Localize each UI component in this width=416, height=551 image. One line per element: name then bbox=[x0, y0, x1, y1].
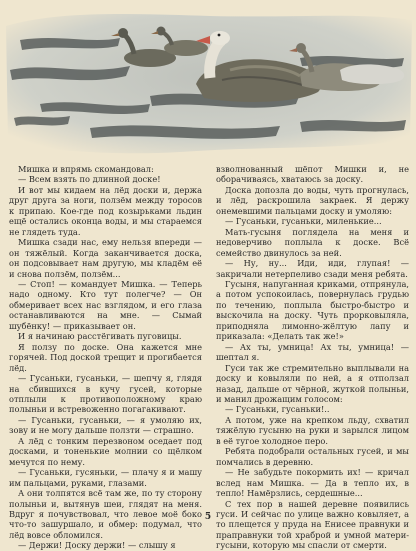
paragraph: А потом, уже на крепком льду, схватил тяжёлую гусыню на руки и зарылся лицом в её тугое холодное перо. bbox=[216, 414, 409, 446]
paragraph: Мишка и впрямь скомандовал: bbox=[18, 164, 154, 174]
paragraph: С тех пор в нашей деревне появились гуси. И сейчас по улице важно ковыляет, а то плещется у пруда на Енисее правнуки и праправнуки той храброй и умной матери-гусыни, которую мы спасли от смерти. bbox=[216, 498, 409, 551]
paragraph: взволнованный шёпот Мишки и, не оборачиваясь, хватаюсь за доску. bbox=[216, 164, 409, 185]
paragraph: Я ползу по доске. Она кажется мне горячей. Под доской трещит и прогибается лёд. bbox=[9, 341, 202, 373]
paragraph: А лёд с тонким перезвоном оседает под досками, и тоненькие молнии со щёлком мечутся по нему. bbox=[9, 435, 202, 467]
paragraph: — Держи! Доску держи! — слышу я bbox=[18, 540, 176, 551]
text-column-right bbox=[216, 164, 409, 551]
paragraph: — Стоп! — командует Мишка. — Теперь надо одному. Кто тут полегче? — Он обмеривает всех нас взглядом, и его глаза останавливаются на мне. — Сымай шубёнку! — приказывает он. bbox=[9, 278, 202, 331]
paragraph: — Всем взять по длинной доске! bbox=[18, 174, 161, 185]
paragraph: Доска допозла до воды, чуть прогнулась, и лёд, раскрошила закраек. Я держу онемевшими пальцами доску и умоляю: bbox=[216, 184, 409, 216]
paragraph: А они толпятся всё там же, по ту сторону полыньи и, вытянув шеи, глядят на меня. Вдруг я почувствовал, что левое моё боко что-то зашуршало, и обмер: подумал, что лёд вовсе обломился. bbox=[9, 488, 202, 540]
paragraph: — Не забудьте покормить их! — кричал вслед нам Мишка. — Да в тепло их, в тепло! Намёрзлись, сердешные... bbox=[216, 467, 409, 499]
paragraph: Гусыня, напуганная криками, отпрянула, а потом успокоилась, повернулась грудью по течению, поплыла быстро-быстро и выскочила на доску. Чуть прорковыляла, приподняла лимонно-жёлтую лапу и приказала: «Делать так же!» bbox=[216, 278, 409, 342]
paragraph: — Гусаньки, гусаньки!.. bbox=[225, 404, 330, 415]
paragraph: И вот мы кидаем на лёд доски и, держа друг друга за ноги, ползём между торосов к припаю. Кое-где под козырьками льдин ещё остались оконца воды, и мы стараемся не глядеть туда. bbox=[9, 184, 202, 237]
geese-illustration bbox=[0, 0, 416, 160]
paragraph: — Ну, ну... Иди, иди, глупая! — закричали нетерпеливо сзади меня ребята. bbox=[216, 258, 409, 279]
text-column-left bbox=[9, 164, 202, 551]
paragraph: Ребята подобрали остальных гусей, и мы помчались в деревню. bbox=[216, 446, 409, 467]
paragraph: Мишка сзади нас, ему нельзя впереди — он тяжёлый. Когда заканчивается доска, он подсовывает нам другую, мы кладём её и снова ползём, ползём... bbox=[9, 237, 202, 279]
paragraph: — Гусаньки, гусаньки, миленькие... bbox=[225, 216, 382, 227]
paragraph: — Ах ты, умница! Ах ты, умница! — шептал я. bbox=[216, 341, 409, 363]
paragraph: Гуси так же стремительно выплывали на доску и ковыляли по ней, а я отползал назад, дальше от чёрной, жуткой полыньи, и манил дрожащим голосом: bbox=[216, 362, 409, 404]
page-number: 5 bbox=[204, 512, 212, 522]
paragraph: И я начинаю расстёгивать пуговицы. bbox=[18, 331, 182, 342]
paragraph: Мать-гусыня поглядела на меня и недоверчиво поплыла к доске. Всё семейство двинулось за ней. bbox=[216, 226, 409, 258]
paragraph: — Гусаньки, гусаньки, — шепчу я, глядя на сбившихся в кучу гусей, которые отплыли к противоположному краю полыньи и встревоженно погагакивают. bbox=[9, 373, 202, 415]
paragraph: — Гусаньки, гусаньки, — я умоляю их, зову и не могу дальше ползти — страшно. bbox=[9, 414, 202, 436]
paragraph: — Гусаньки, гусяньки, — плачу я и машу им пальцами, руками, глазами. bbox=[9, 467, 202, 488]
